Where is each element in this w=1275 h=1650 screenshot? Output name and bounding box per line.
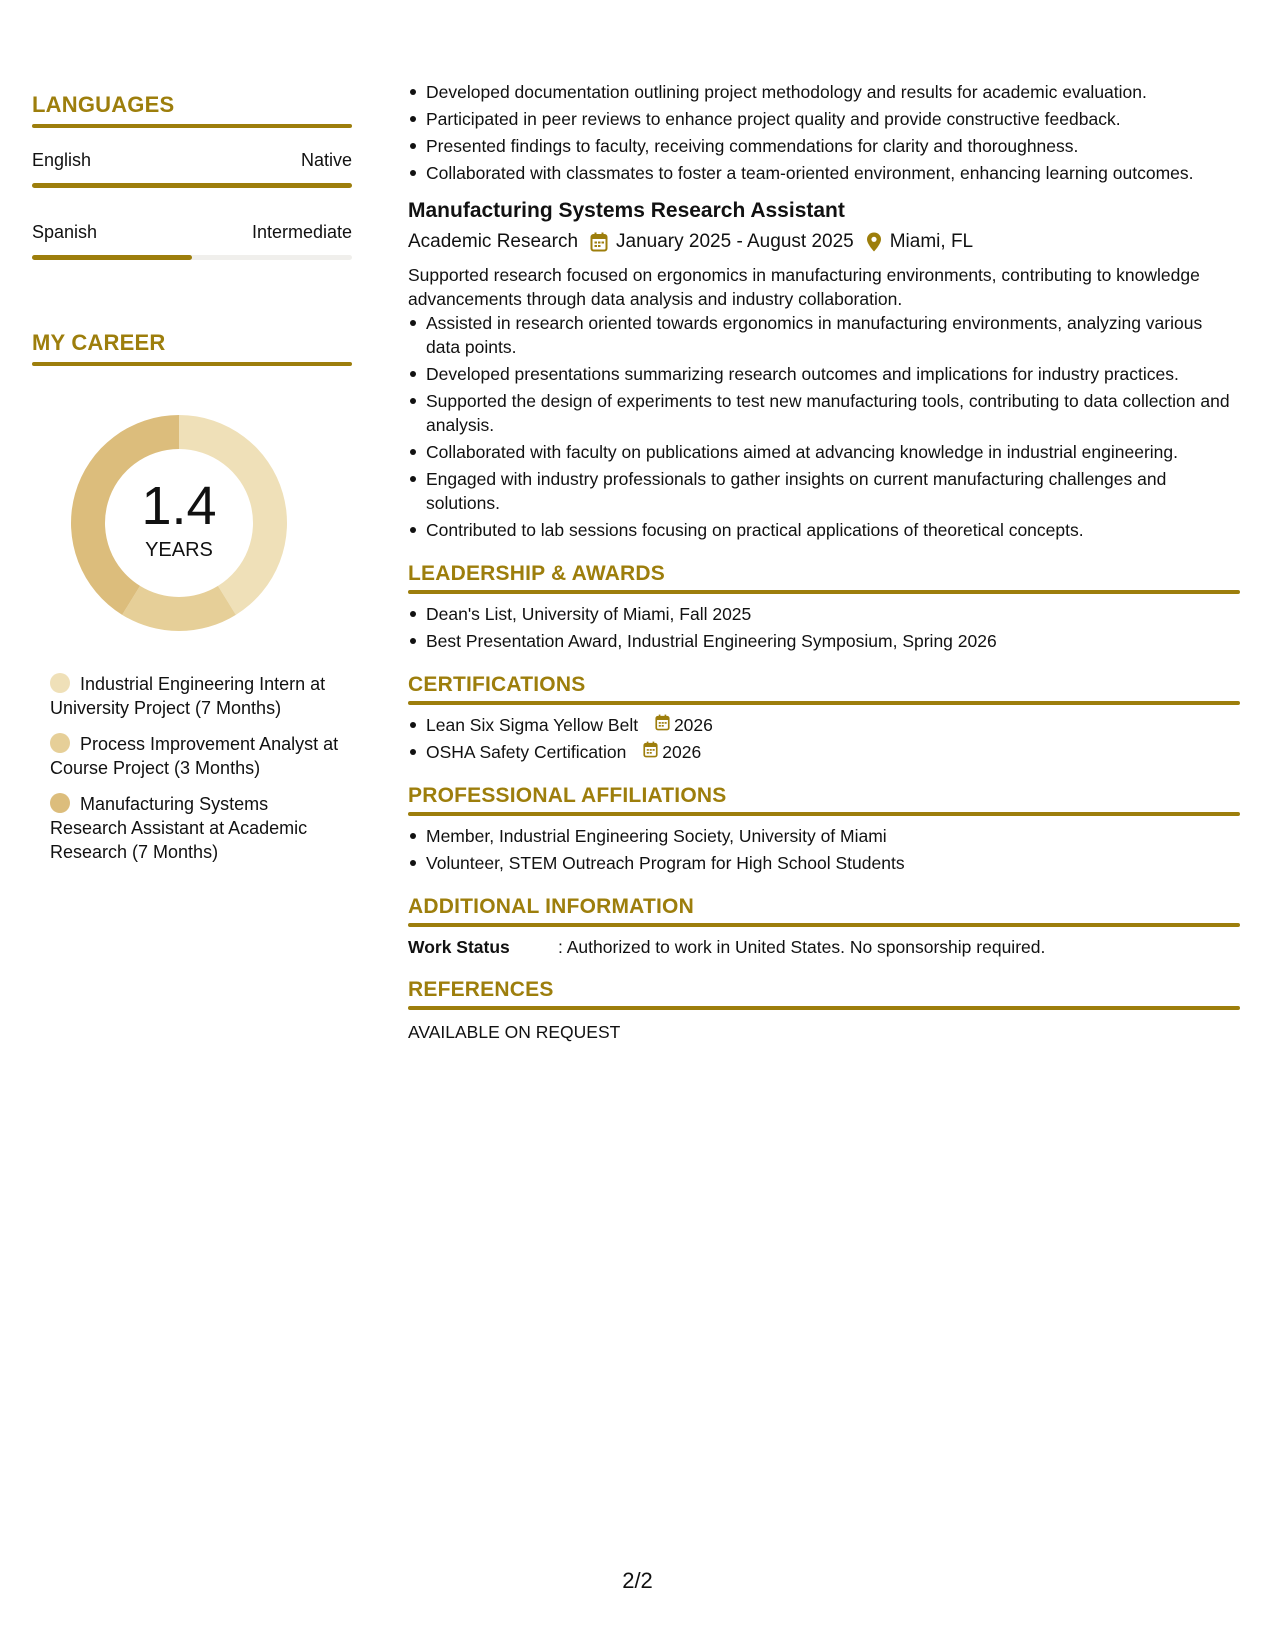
affiliations-section [408, 784, 1240, 875]
list-item: Supported the design of experiments to test new manufacturing tools, contributing to data collection and analysis. [408, 389, 1240, 437]
list-item: Presented findings to faculty, receiving commendations for clarity and thoroughness. [408, 134, 1240, 158]
certification-year: 2026 [662, 742, 702, 762]
section-rule [408, 1006, 1240, 1010]
language-level-fill [32, 183, 352, 188]
career-total-value: 1.4 [141, 475, 217, 536]
job-bullets [408, 311, 1240, 542]
career-legend-item [50, 732, 340, 780]
languages-title: LANGUAGES [32, 92, 175, 117]
certifications-section [408, 673, 1240, 764]
list-item: Contributed to lab sessions focusing on practical applications of theoretical concepts. [408, 518, 1240, 542]
leadership-title: LEADERSHIP & AWARDS [408, 562, 665, 585]
career-legend-item [50, 792, 340, 864]
leadership-list [408, 602, 1240, 653]
career-legend [32, 672, 352, 864]
list-item [408, 713, 1240, 737]
leadership-section [408, 562, 1240, 653]
language-name: Spanish [32, 222, 98, 242]
language-item [32, 150, 352, 171]
right-column [408, 80, 1240, 1043]
list-item: Assisted in research oriented towards ergonomics in manufacturing environments, analyzing various data points. [408, 311, 1240, 359]
legend-dot [50, 793, 70, 813]
career-rule [32, 362, 352, 366]
list-item: Volunteer, STEM Outreach Program for High School Students [408, 851, 1240, 875]
job-description: Supported research focused on ergonomics in manufacturing environments, contributing to knowledge advancements through data analysis and industry collaboration. [408, 265, 1200, 309]
career-legend-label: Process Improvement Analyst at Course Project (3 Months) [50, 734, 339, 778]
calendar-icon [655, 713, 674, 737]
job-location: Miami, FL [889, 231, 974, 252]
career-legend-item [50, 672, 340, 720]
work-status-value: : Authorized to work in United States. No sponsorship required. [558, 937, 1046, 957]
certification-name: OSHA Safety Certification [426, 742, 627, 762]
language-level: Native [300, 150, 352, 170]
donut-center [64, 408, 294, 638]
left-column [32, 92, 352, 876]
job-title: Manufacturing Systems Research Assistant [408, 199, 845, 222]
career-legend-label: Manufacturing Systems Research Assistant at Academic Research (7 Months) [50, 794, 308, 862]
language-level-bar [32, 255, 352, 260]
language-level: Intermediate [251, 222, 352, 242]
affiliations-title: PROFESSIONAL AFFILIATIONS [408, 784, 727, 807]
certification-name: Lean Six Sigma Yellow Belt [426, 715, 639, 735]
language-name: English [32, 150, 92, 170]
list-item: Member, Industrial Engineering Society, University of Miami [408, 824, 1240, 848]
calendar-icon [643, 740, 662, 764]
certifications-title: CERTIFICATIONS [408, 673, 586, 696]
career-total-unit: YEARS [145, 538, 213, 561]
job-dates: January 2025 - August 2025 [616, 231, 854, 252]
section-rule [408, 701, 1240, 705]
map-pin-icon [866, 232, 882, 252]
language-item [32, 222, 352, 243]
list-item: Collaborated with faculty on publications aimed at advancing knowledge in industrial engineering. [408, 440, 1240, 464]
list-item: Developed presentations summarizing research outcomes and implications for industry practices. [408, 362, 1240, 386]
calendar-icon [590, 232, 608, 252]
section-rule [408, 590, 1240, 594]
career-donut-chart [64, 408, 294, 638]
language-level-fill [32, 255, 192, 260]
work-status-row [408, 937, 1240, 958]
legend-dot [50, 673, 70, 693]
list-item: Best Presentation Award, Industrial Engineering Symposium, Spring 2026 [408, 629, 1240, 653]
section-rule [408, 923, 1240, 927]
career-title: MY CAREER [32, 330, 166, 355]
references-section [408, 978, 1240, 1043]
certification-date [643, 740, 701, 764]
previous-job-bullets [408, 80, 1240, 185]
references-title: REFERENCES [408, 978, 554, 1001]
references-text: AVAILABLE ON REQUEST [408, 1022, 621, 1042]
career-legend-label: Industrial Engineering Intern at University Project (7 Months) [50, 674, 326, 718]
languages-rule [32, 124, 352, 128]
page-number: 2/2 [622, 1568, 653, 1593]
additional-title: ADDITIONAL INFORMATION [408, 895, 694, 918]
certification-date [655, 713, 713, 737]
list-item: Participated in peer reviews to enhance project quality and provide constructive feedback. [408, 107, 1240, 131]
certification-year: 2026 [673, 715, 713, 735]
work-status-key: Work Status [408, 937, 510, 957]
section-rule [408, 812, 1240, 816]
certifications-list [408, 713, 1240, 764]
list-item: Developed documentation outlining project methodology and results for academic evaluation. [408, 80, 1240, 104]
additional-section [408, 895, 1240, 958]
job-org: Academic Research [408, 231, 579, 252]
list-item: Collaborated with classmates to foster a team-oriented environment, enhancing learning outcomes. [408, 161, 1240, 185]
language-level-bar [32, 183, 352, 188]
list-item: Dean's List, University of Miami, Fall 2025 [408, 602, 1240, 626]
list-item: Engaged with industry professionals to gather insights on current manufacturing challenges and solutions. [408, 467, 1240, 515]
legend-dot [50, 733, 70, 753]
list-item [408, 740, 1240, 764]
job-meta [408, 231, 1240, 253]
affiliations-list [408, 824, 1240, 875]
